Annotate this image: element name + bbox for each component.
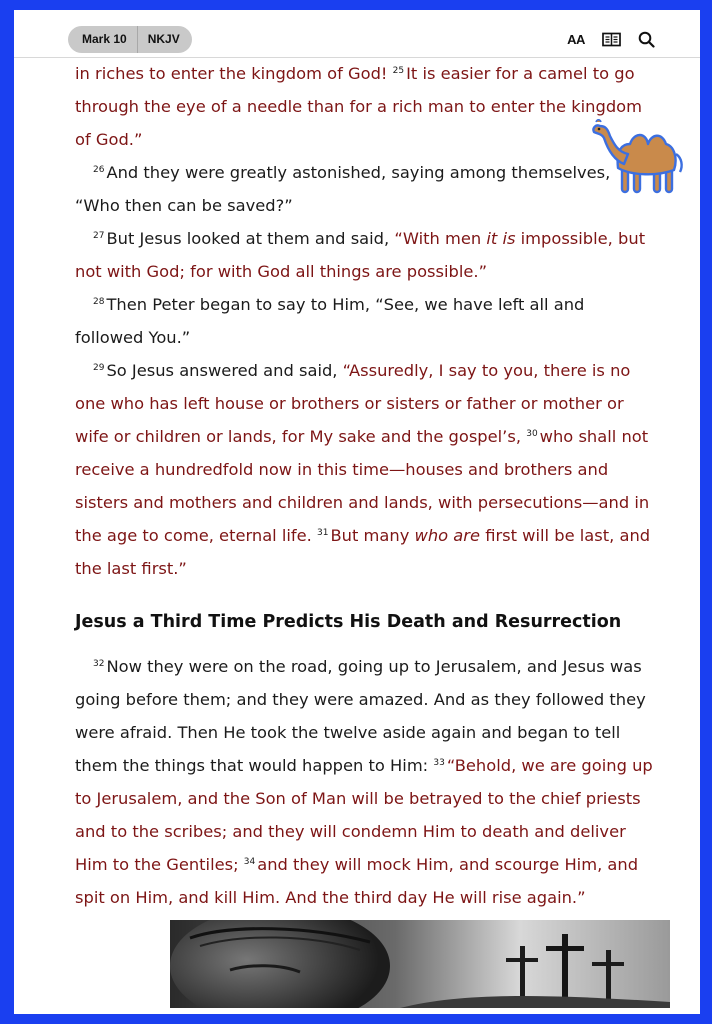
book-chapter-button[interactable]: Mark 10 bbox=[68, 26, 138, 53]
toolbar-actions bbox=[566, 29, 656, 49]
words-of-christ: It is easier for a camel to go through the eye of a needle than for a rich man to enter the kingdom of God.” bbox=[75, 64, 642, 149]
section-heading: Jesus a Third Time Predicts His Death and Resurrection bbox=[75, 612, 622, 632]
words-of-christ: But many bbox=[330, 526, 410, 545]
reader-toolbar bbox=[14, 10, 700, 58]
italic-supplied-words: who are bbox=[414, 526, 480, 545]
verse-number[interactable]: 26 bbox=[93, 165, 105, 175]
search-icon[interactable] bbox=[636, 29, 656, 49]
verse-number[interactable]: 33 bbox=[433, 758, 445, 768]
words-of-christ: “Assuredly, I say to you, there is no one who has left house or brothers or sisters or father or mother or wife or children or lands, for My sake and the gospel’s, bbox=[75, 361, 631, 446]
verse-number[interactable]: 25 bbox=[392, 66, 405, 76]
verse-paragraph bbox=[75, 156, 655, 222]
book-library-icon[interactable] bbox=[601, 29, 621, 49]
verse-paragraph bbox=[75, 222, 655, 288]
verse-number[interactable]: 29 bbox=[93, 363, 105, 373]
verse-paragraph bbox=[75, 354, 655, 585]
words-of-christ: “With men bbox=[394, 229, 482, 248]
verse-paragraph bbox=[75, 288, 655, 354]
verse-number[interactable]: 30 bbox=[526, 429, 538, 439]
verse-number[interactable]: 31 bbox=[317, 528, 329, 538]
version-button[interactable]: NKJV bbox=[147, 32, 180, 46]
crucifixion-image bbox=[170, 920, 670, 1008]
reader-page bbox=[14, 10, 700, 1014]
words-of-christ: “Behold, we are going up to Jerusalem, and the Son of Man will be betrayed to the chief priests and to the scribes; and they will condemn Him to death and deliver Him to the Gentiles; bbox=[75, 756, 653, 874]
words-of-christ: and they will mock Him, and scourge Him, and spit on Him, and kill Him. And the third day He will rise again.” bbox=[75, 855, 639, 907]
words-of-christ: impossible, but not with God; for with God all things are possible.” bbox=[75, 229, 646, 281]
verse-text: But Jesus looked at them and said, bbox=[106, 229, 390, 248]
words-of-christ: who shall not receive a hundredfold now in this time—houses and brothers and sisters and mothers and children and lands, with persecutions—and in the age to come, eternal life. bbox=[75, 427, 650, 545]
words-of-christ: first will be last, and the last first.” bbox=[75, 526, 651, 578]
camel-emoji bbox=[588, 110, 688, 200]
verse-number[interactable]: 32 bbox=[93, 659, 105, 669]
verse-paragraph bbox=[75, 57, 655, 156]
verse-text: So Jesus answered and said, bbox=[106, 361, 338, 380]
verse-number[interactable]: 28 bbox=[93, 297, 105, 307]
text-size-icon[interactable] bbox=[566, 29, 586, 49]
verse-number[interactable]: 34 bbox=[243, 857, 256, 867]
scripture-text bbox=[75, 57, 655, 914]
verse-text: Then Peter began to say to Him, “See, we have left all and followed You.” bbox=[75, 295, 585, 347]
passage-selector bbox=[68, 26, 192, 53]
verse-paragraph bbox=[75, 650, 655, 914]
text-size-label: AA bbox=[567, 31, 585, 47]
verse-text: And they were greatly astonished, saying among themselves, “Who then can be saved?” bbox=[75, 163, 611, 215]
words-of-christ: in riches to enter the kingdom of God! bbox=[75, 64, 388, 83]
verse-number[interactable]: 27 bbox=[93, 231, 105, 241]
verse-text: Now they were on the road, going up to Jerusalem, and Jesus was going before them; and they were amazed. And as they followed they were afraid. Then He took the twelve aside again and began to tell them the things that would happen to Him: bbox=[75, 657, 646, 775]
italic-supplied-words: it is bbox=[486, 229, 516, 248]
